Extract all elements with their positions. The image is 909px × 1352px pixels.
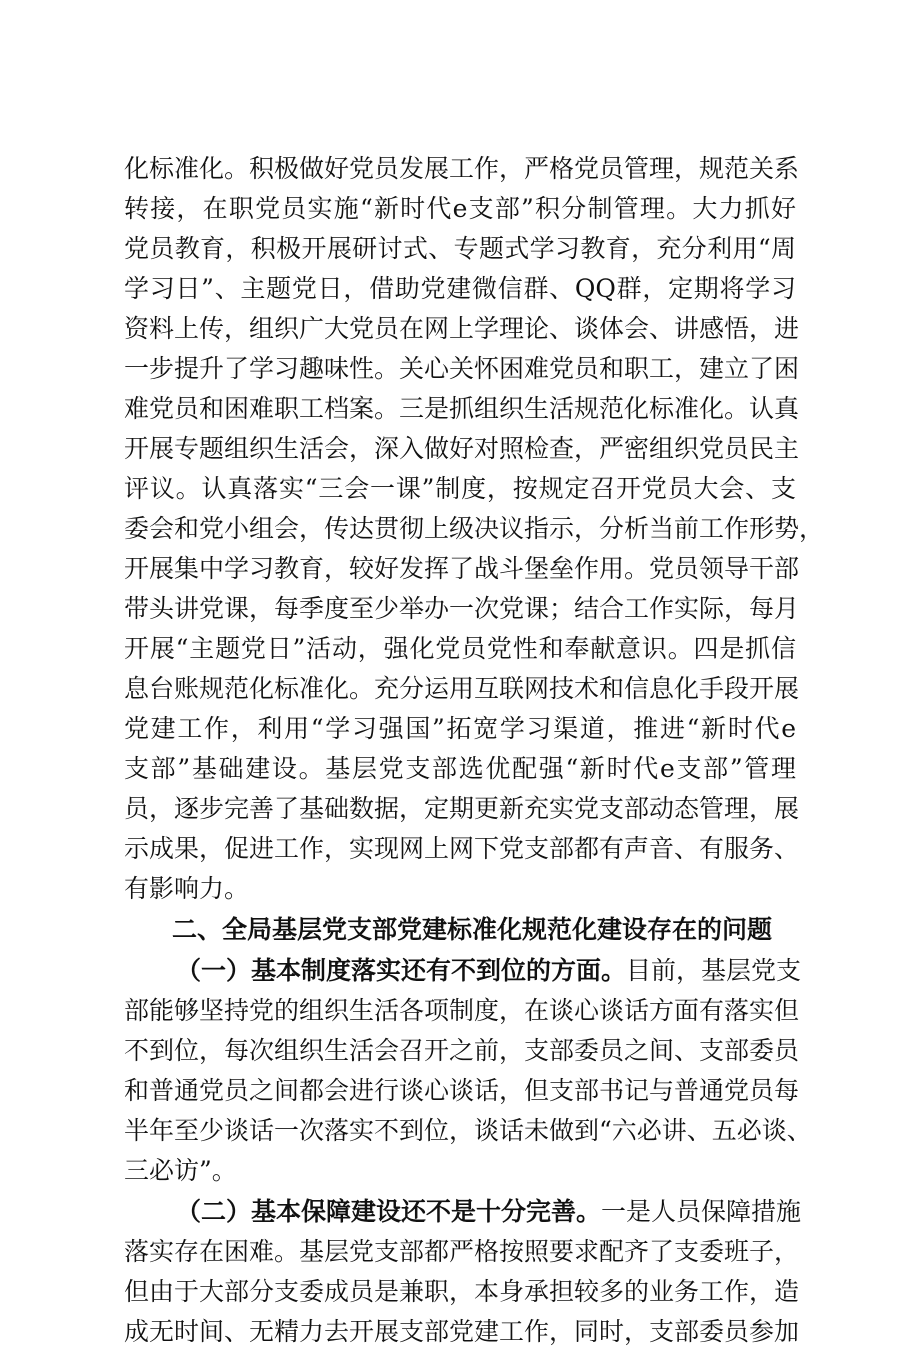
text-line: 带头讲党课，每季度至少举办一次党课；结合工作实际，每月	[124, 594, 800, 623]
text-line	[176, 1192, 802, 1232]
subsection-heading: （二）基本保障建设还不是十分完善。	[176, 1197, 602, 1226]
text-line: 难党员和困难职工档案。三是抓组织生活规范化标准化。认真	[124, 394, 800, 423]
text-span: 一是人员保障措施	[601, 1197, 802, 1226]
text-line: 部能够坚持党的组织生活各项制度，在谈心谈话方面有落实但	[124, 996, 800, 1025]
text-line: 落实存在困难。基层党支部都严格按照要求配齐了支委班子，	[124, 1237, 800, 1266]
text-line: 和普通党员之间都会进行谈心谈话，但支部书记与普通党员每	[124, 1076, 800, 1105]
text-line: 开展专题组织生活会，深入做好对照检查，严密组织党员民主	[124, 434, 800, 463]
text-line: 三必访”。	[124, 1156, 237, 1185]
section-heading: 二、全局基层党支部党建标准化规范化建设存在的问题	[172, 915, 773, 944]
text-line: 一步提升了学习趣味性。关心关怀困难党员和职工，建立了困	[124, 354, 800, 383]
text-line: 示成果，促进工作，实现网上网下党支部都有声音、有服务、	[124, 834, 800, 863]
text-span: 目前，基层党支	[626, 956, 802, 985]
text-line: 息台账规范化标准化。充分运用互联网技术和信息化手段开展	[124, 674, 800, 703]
text-line: 员，逐步完善了基础数据，定期更新充实党支部动态管理，展	[124, 794, 800, 823]
text-line: 转接，在职党员实施“新时代e支部”积分制管理。大力抓好	[124, 194, 796, 223]
text-line: 成无时间、无精力去开展支部党建工作，同时，支部委员参加	[124, 1317, 800, 1346]
text-line: 半年至少谈话一次落实不到位，谈话未做到“六必讲、五必谈、	[124, 1116, 812, 1145]
text-line: 资料上传，组织广大党员在网上学理论、谈体会、讲感悟，进	[124, 314, 800, 343]
subsection-heading: （一）基本制度落实还有不到位的方面。	[176, 956, 627, 985]
text-line: 委会和党小组会，传达贯彻上级决议指示，分析当前工作形势，	[124, 514, 825, 543]
text-line: 但由于大部分支委成员是兼职，本身承担较多的业务工作，造	[124, 1277, 800, 1306]
text-line: 有影响力。	[124, 874, 250, 903]
text-line: 开展“主题党日”活动，强化党员党性和奉献意识。四是抓信	[124, 634, 796, 663]
text-line: 学习日”、主题党日，借助党建微信群、QQ群，定期将学习	[124, 274, 796, 303]
text-line: 支部”基础建设。基层党支部选优配强“新时代e支部”管理	[124, 754, 796, 783]
text-line: 化标准化。积极做好党员发展工作，严格党员管理，规范关系	[124, 154, 800, 183]
text-line: 党员教育，积极开展研讨式、专题式学习教育，充分利用“周	[124, 234, 796, 263]
text-line: 党建工作，利用“学习强国”拓宽学习渠道，推进“新时代e	[124, 714, 796, 743]
text-line	[176, 951, 802, 991]
text-line: 不到位，每次组织生活会召开之前，支部委员之间、支部委员	[124, 1036, 800, 1065]
text-line: 开展集中学习教育，较好发挥了战斗堡垒作用。党员领导干部	[124, 554, 800, 583]
text-line: 评议。认真落实“三会一课”制度，按规定召开党员大会、支	[124, 474, 796, 503]
